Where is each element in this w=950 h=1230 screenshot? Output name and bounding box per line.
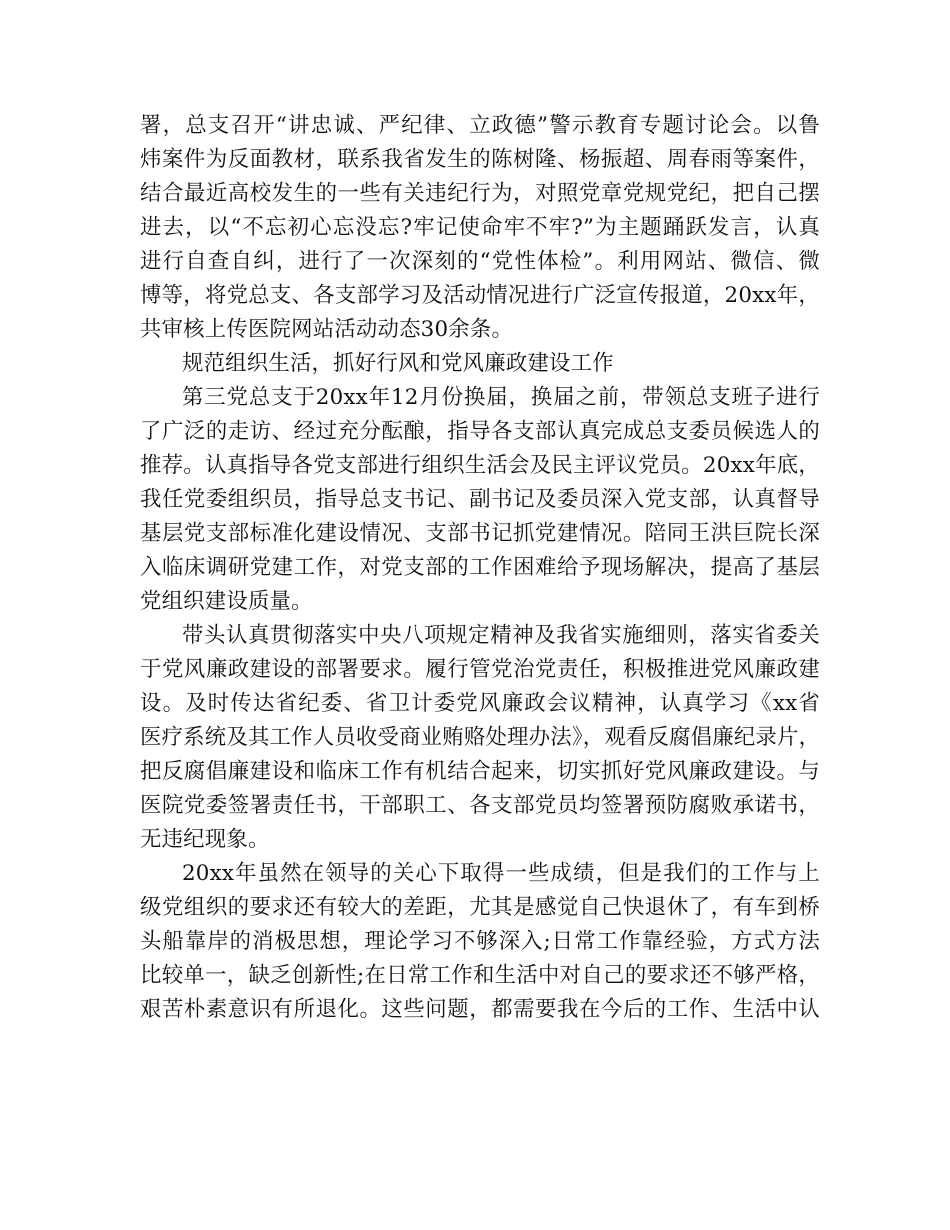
text-line: 带头认真贯彻落实中央八项规定精神及我省实施细则，落实省委关 <box>182 623 820 648</box>
paragraph-4 <box>140 857 820 1027</box>
text-line: 设。及时传达省纪委、省卫计委党风廉政会议精神，认真学习《xx省 <box>140 691 820 716</box>
text-line: 进去，以“不忘初心忘没忘?牢记使命牢不牢?”为主题踊跃发言，认真 <box>140 215 820 240</box>
text-line: 入临床调研党建工作，对党支部的工作困难给予现场解决，提高了基层 <box>140 555 820 580</box>
text-line: 医疗系统及其工作人员收受商业贿赂处理办法》，观看反腐倡廉纪录片， <box>140 725 821 750</box>
text-line: 20xx年虽然在领导的关心下取得一些成绩，但是我们的工作与上 <box>182 861 820 886</box>
text-line: 共审核上传医院网站活动动态30余条。 <box>140 317 514 342</box>
text-line: 第三党总支于20xx年12月份换届，换届之前，带领总支班子进行 <box>182 385 820 410</box>
text-line: 艰苦朴素意识有所退化。这些问题，都需要我在今后的工作、生活中认 <box>140 997 820 1022</box>
text-line: 推荐。认真指导各党支部进行组织生活会及民主评议党员。20xx年底， <box>140 453 820 478</box>
document-body <box>140 109 820 1027</box>
text-line: 党组织建设质量。 <box>140 589 313 614</box>
text-line: 于党风廉政建设的部署要求。履行管党治党责任，积极推进党风廉政建 <box>140 657 820 682</box>
text-line: 了广泛的走访、经过充分酝酿，指导各支部认真完成总支委员候选人的 <box>140 419 820 444</box>
heading-text: 规范组织生活，抓好行风和党风廉政建设工作 <box>182 351 614 376</box>
paragraph-2 <box>140 381 820 619</box>
text-line: 炜案件为反面教材，联系我省发生的陈树隆、杨振超、周春雨等案件， <box>140 147 820 172</box>
text-line: 署，总支召开“讲忠诚、严纪律、立政德”警示教育专题讨论会。以鲁 <box>140 113 820 138</box>
text-line: 进行自查自纠，进行了一次深刻的“党性体检”。利用网站、微信、微 <box>140 249 820 274</box>
text-line: 比较单一，缺乏创新性;在日常工作和生活中对自己的要求还不够严格， <box>140 963 820 988</box>
text-line: 医院党委签署责任书，干部职工、各支部党员均签署预防腐败承诺书， <box>140 793 820 818</box>
text-line: 无违纪现象。 <box>140 827 270 852</box>
text-line: 结合最近高校发生的一些有关违纪行为，对照党章党规党纪，把自己摆 <box>140 181 820 206</box>
text-line: 级党组织的要求还有较大的差距，尤其是感觉自己快退休了，有车到桥 <box>140 895 820 920</box>
text-line: 把反腐倡廉建设和临床工作有机结合起来，切实抓好党风廉政建设。与 <box>140 759 820 784</box>
paragraph-1 <box>140 109 820 347</box>
text-line: 头船靠岸的消极思想，理论学习不够深入;日常工作靠经验，方式方法 <box>140 929 820 954</box>
text-line: 基层党支部标准化建设情况、支部书记抓党建情况。陪同王洪巨院长深 <box>140 521 820 546</box>
paragraph-3 <box>140 619 820 857</box>
section-heading <box>140 347 820 381</box>
text-line: 博等，将党总支、各支部学习及活动情况进行广泛宣传报道，20xx年， <box>140 283 820 308</box>
text-line: 我任党委组织员，指导总支书记、副书记及委员深入党支部，认真督导 <box>140 487 820 512</box>
